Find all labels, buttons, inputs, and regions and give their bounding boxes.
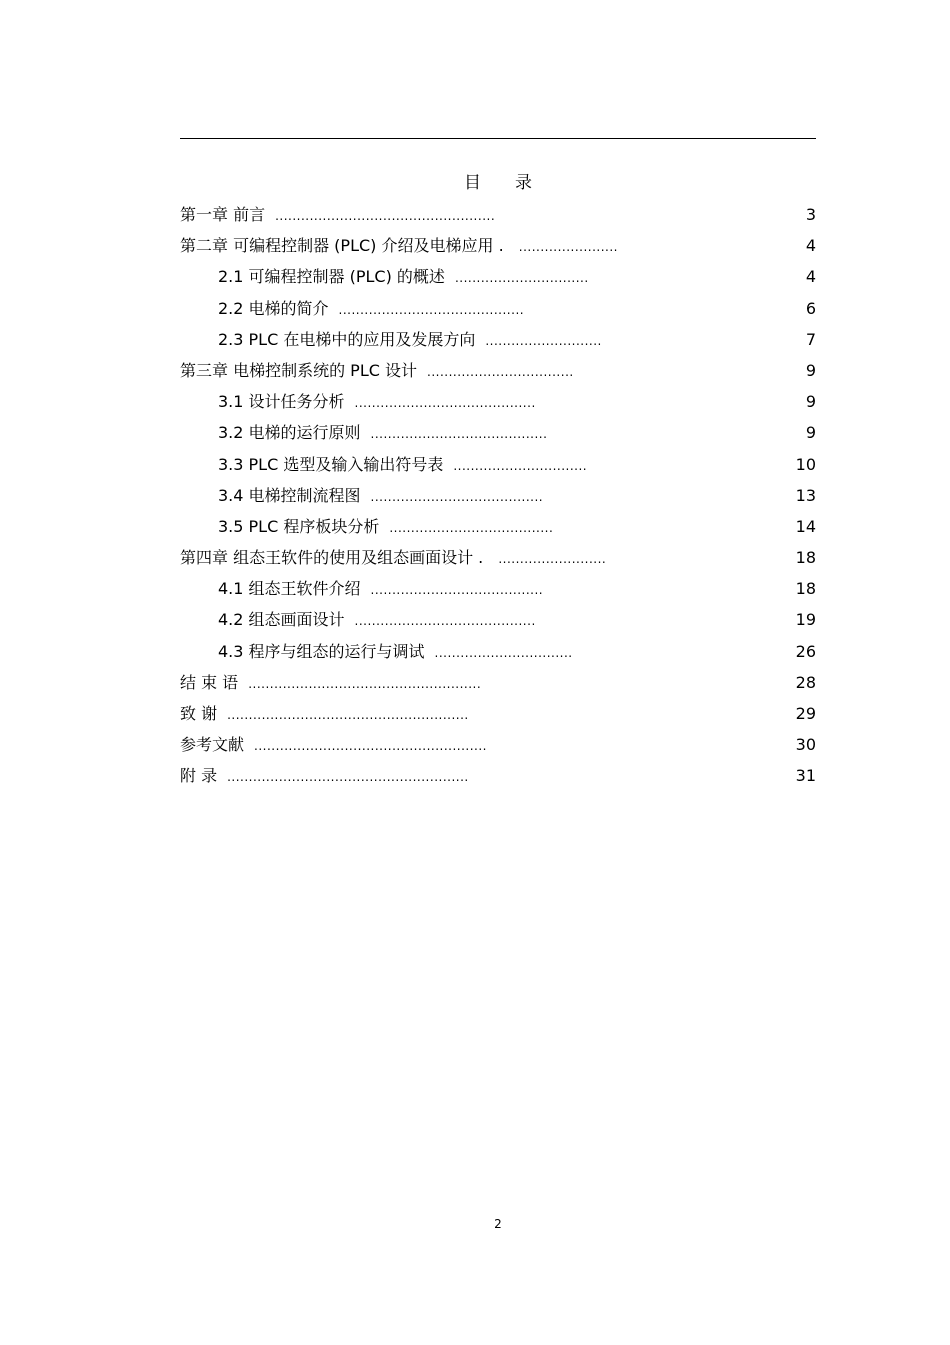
toc-page-number: 29 <box>795 704 816 723</box>
header-rule <box>180 138 816 139</box>
toc-entry[interactable] <box>180 760 816 791</box>
toc-leader-dots: ........................................ <box>370 489 544 504</box>
toc-entry[interactable] <box>180 667 816 698</box>
toc-entry[interactable] <box>180 293 816 324</box>
toc-entry[interactable] <box>180 449 816 480</box>
toc-leader-dots: .......................................... <box>354 614 536 629</box>
toc-entry[interactable] <box>180 230 816 261</box>
toc-page-number: 4 <box>805 236 816 256</box>
toc-page-number: 14 <box>795 516 816 536</box>
page-number: 2 <box>494 1217 502 1231</box>
toc-leader-dots: ...................................................... <box>254 739 487 754</box>
toc-entry-label: 3.4 电梯控制流程图 <box>218 485 361 505</box>
toc-page-number: 9 <box>805 360 816 380</box>
toc-entry-label: 第四章 组态王软件的使用及组态画面设计 . <box>180 548 489 568</box>
toc-entry-label: 结 束 语 <box>180 672 239 692</box>
toc-leader-dots: ...................................................... <box>248 676 482 691</box>
toc-leader-dots: .......................................... <box>354 396 536 411</box>
toc-entry-label: 第二章 可编程控制器 (PLC) 介绍及电梯应用 . <box>180 236 509 256</box>
toc-leader-dots: ........................................................ <box>227 708 469 722</box>
toc-leader-dots: ........................... <box>485 333 602 348</box>
toc-title <box>0 168 950 193</box>
toc-entry-label: 参考文献 <box>180 735 245 755</box>
toc-entry[interactable] <box>180 355 816 386</box>
toc-leader-dots: ............................... <box>453 458 588 473</box>
table-of-contents <box>180 199 816 792</box>
toc-entry[interactable] <box>180 604 816 635</box>
toc-entry-label: 4.1 组态王软件介绍 <box>218 579 361 599</box>
toc-entry-label: 4.3 程序与组态的运行与调试 <box>218 641 425 661</box>
toc-page-number: 18 <box>795 548 816 568</box>
toc-entry[interactable] <box>180 480 816 511</box>
toc-entry-label: 第一章 前言 <box>180 205 266 224</box>
toc-leader-dots: ............................... <box>454 271 589 286</box>
toc-leader-dots: ........................................................ <box>227 770 469 785</box>
toc-page-number: 6 <box>805 298 816 318</box>
toc-entry-label: 2.1 可编程控制器 (PLC) 的概述 <box>218 267 445 287</box>
toc-page-number: 31 <box>795 766 816 786</box>
toc-entry-label: 2.2 电梯的简介 <box>218 298 329 318</box>
toc-title-right: 录 <box>515 173 532 193</box>
toc-entry-label: 3.1 设计任务分析 <box>218 392 345 412</box>
toc-entry-label: 2.3 PLC 在电梯中的应用及发展方向 <box>218 329 476 349</box>
toc-entry-label: 致 谢 <box>180 704 218 723</box>
toc-leader-dots: ...................................... <box>389 520 554 535</box>
toc-page-number: 19 <box>795 610 816 630</box>
toc-title-left: 目 <box>464 173 481 193</box>
toc-page-number: 26 <box>795 641 816 661</box>
toc-entry[interactable] <box>180 511 816 542</box>
toc-entry[interactable] <box>180 636 816 667</box>
toc-leader-dots: .................................. <box>427 364 574 379</box>
toc-entry[interactable] <box>180 261 816 292</box>
toc-entry[interactable] <box>180 698 816 729</box>
toc-leader-dots: ......................................... <box>370 427 548 442</box>
toc-entry[interactable] <box>180 386 816 417</box>
toc-page-number: 18 <box>795 579 816 599</box>
toc-entry-label: 3.5 PLC 程序板块分析 <box>218 516 380 536</box>
toc-entry[interactable] <box>180 573 816 604</box>
toc-entry[interactable] <box>180 324 816 355</box>
toc-leader-dots: ................................................... <box>275 209 496 223</box>
toc-leader-dots: ....................... <box>518 240 618 255</box>
toc-page-number: 28 <box>795 672 816 692</box>
toc-entry-label: 3.3 PLC 选型及输入输出符号表 <box>218 454 444 474</box>
toc-entry[interactable] <box>180 729 816 760</box>
toc-page-number: 3 <box>805 205 816 224</box>
toc-page-number: 9 <box>805 392 816 412</box>
toc-entry-label: 第三章 电梯控制系统的 PLC 设计 <box>180 360 417 380</box>
toc-page-number: 7 <box>805 329 816 349</box>
toc-entry-label: 4.2 组态画面设计 <box>218 610 345 630</box>
toc-page-number: 30 <box>795 735 816 755</box>
toc-leader-dots: ................................ <box>434 645 573 660</box>
toc-entry[interactable] <box>180 417 816 448</box>
toc-page-number: 9 <box>805 423 816 443</box>
toc-entry-label: 3.2 电梯的运行原则 <box>218 423 361 443</box>
toc-leader-dots: ........................................... <box>338 302 525 317</box>
toc-entry[interactable] <box>180 199 816 230</box>
toc-page-number: 4 <box>805 267 816 287</box>
toc-page-number: 13 <box>795 485 816 505</box>
toc-entry-label: 附 录 <box>180 766 218 786</box>
toc-leader-dots: ......................... <box>498 552 607 567</box>
toc-page-number: 10 <box>795 454 816 474</box>
toc-entry[interactable] <box>180 542 816 573</box>
toc-leader-dots: ........................................ <box>370 583 544 598</box>
